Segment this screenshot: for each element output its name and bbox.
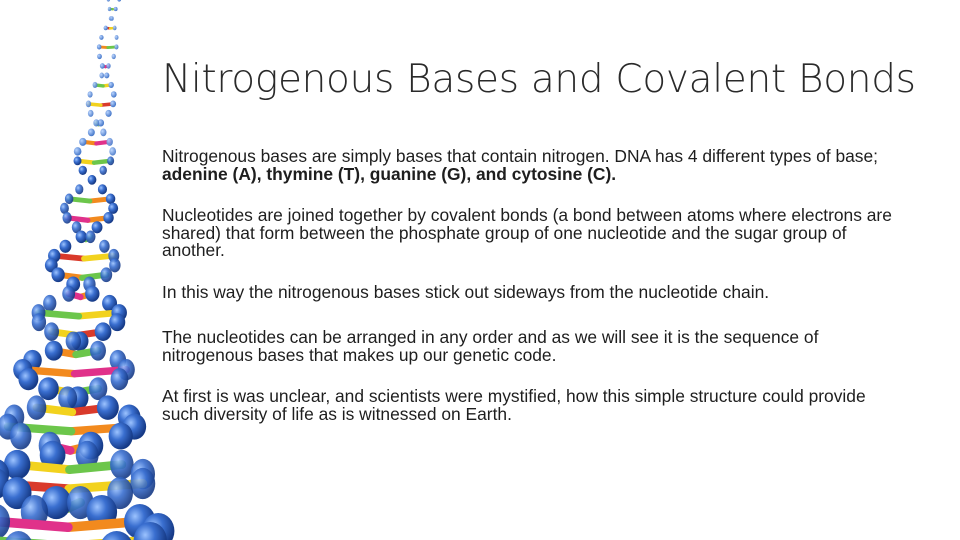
paragraph-bases <box>162 148 902 183</box>
dna-strand-bead <box>3 531 33 540</box>
dna-strand-bead <box>74 147 82 155</box>
dna-strand-bead <box>109 313 125 331</box>
dna-strand-bead <box>44 322 59 341</box>
dna-strand-bead <box>27 395 47 419</box>
dna-rung <box>0 522 68 528</box>
dna-strand-bead <box>117 0 121 2</box>
dna-strand-bead <box>107 156 114 165</box>
paragraph-sideways: In this way the nitrogenous bases stick out sideways from the nucleotide chain. <box>162 281 770 302</box>
dna-strand-bead <box>100 267 112 282</box>
dna-strand-bead <box>104 73 109 79</box>
dna-strand-bead <box>79 166 87 175</box>
dna-strand-bead <box>88 110 94 117</box>
dna-strand-bead <box>86 101 91 108</box>
dna-strand-bead <box>114 44 118 49</box>
dna-strand-bead <box>112 54 116 59</box>
paragraph-diversity: At first is was unclear, and scientists were mystified, how this simple structure could provide such diversity of life as is witnessed on Earth. <box>162 386 866 424</box>
dna-strand-bead <box>99 166 106 175</box>
dna-strand-bead <box>18 368 38 390</box>
dna-strand-bead <box>88 91 93 97</box>
dna-strand-bead <box>58 386 77 410</box>
dna-strand-bead <box>85 286 99 302</box>
base-names: adenine (A), thymine (T), guanine (G), and cytosine (C). <box>162 163 617 184</box>
dna-strand-bead <box>98 184 107 194</box>
dna-strand-bead <box>88 129 95 137</box>
dna-strand-bead <box>76 230 87 243</box>
dna-strand-bead <box>75 184 83 194</box>
dna-strand-bead <box>103 212 113 224</box>
dna-strand-bead <box>97 395 119 419</box>
dna-strand-bead <box>130 468 155 499</box>
dna-strand-bead <box>108 7 111 11</box>
dna-strand-bead <box>106 194 116 205</box>
dna-strand-bead <box>111 368 129 390</box>
dna-strand-bead <box>106 138 112 146</box>
slide-title: Nitrogenous Bases and Covalent Bonds <box>162 57 916 102</box>
dna-strand-bead <box>92 221 103 233</box>
dna-strand-bead <box>93 119 99 126</box>
dna-strand-bead <box>97 54 102 59</box>
dna-strand-bead <box>113 26 117 31</box>
dna-strand-bead <box>62 212 71 224</box>
dna-strand-bead <box>66 332 81 351</box>
dna-strand-bead <box>99 240 109 253</box>
dna-strand-bead <box>97 44 102 49</box>
dna-strand-bead <box>60 240 72 253</box>
dna-strand-bead <box>38 377 59 400</box>
dna-strand-bead <box>32 313 46 331</box>
dna-strand-bead <box>114 7 118 11</box>
dna-strand-bead <box>109 423 133 450</box>
slide-body <box>162 148 902 447</box>
dna-strand-bead <box>110 101 116 108</box>
dna-strand-bead <box>85 230 95 243</box>
dna-strand-bead <box>109 147 116 155</box>
dna-strand-bead <box>107 0 110 2</box>
dna-strand-bead <box>90 341 106 361</box>
dna-strand-bead <box>0 504 10 539</box>
dna-strand-bead <box>74 156 82 165</box>
dna-strand-bead <box>99 35 103 40</box>
dna-strand-bead <box>88 175 96 185</box>
dna-strand-bead <box>110 450 134 479</box>
dna-strand-bead <box>105 110 111 117</box>
dna-strand-bead <box>43 295 56 312</box>
dna-strand-bead <box>106 63 110 69</box>
dna-strand-bead <box>100 129 106 137</box>
dna-strand-bead <box>45 341 63 361</box>
dna-strand-bead <box>104 26 108 31</box>
dna-strand-bead <box>115 35 119 40</box>
paragraph-covalent-bonds: Nucleotides are joined together by covalent bonds (a bond between atoms where electrons are shared) that form between the phosphate group of one nucleotide and the sugar group of another. <box>162 205 892 260</box>
dna-strand-bead <box>65 194 73 205</box>
dna-strand-bead <box>108 82 113 88</box>
dna-strand-bead <box>10 423 31 450</box>
dna-strand-bead <box>51 267 64 282</box>
dna-strand-bead <box>100 63 105 69</box>
dna-strand-bead <box>93 82 98 88</box>
paragraph-bases-text: Nitrogenous bases are simply bases that contain nitrogen. DNA has 4 different types of base; <box>162 146 879 166</box>
dna-strand-bead <box>62 286 75 302</box>
dna-strand-bead <box>111 91 117 97</box>
dna-strand-bead <box>99 73 104 79</box>
dna-strand-bead <box>110 16 114 20</box>
dna-strand-bead <box>79 138 86 146</box>
paragraph-order: The nucleotides can be arranged in any order and as we will see it is the sequence of nitrogenous bases that makes up our genetic code. <box>162 327 819 365</box>
dna-strand-bead <box>95 322 112 341</box>
